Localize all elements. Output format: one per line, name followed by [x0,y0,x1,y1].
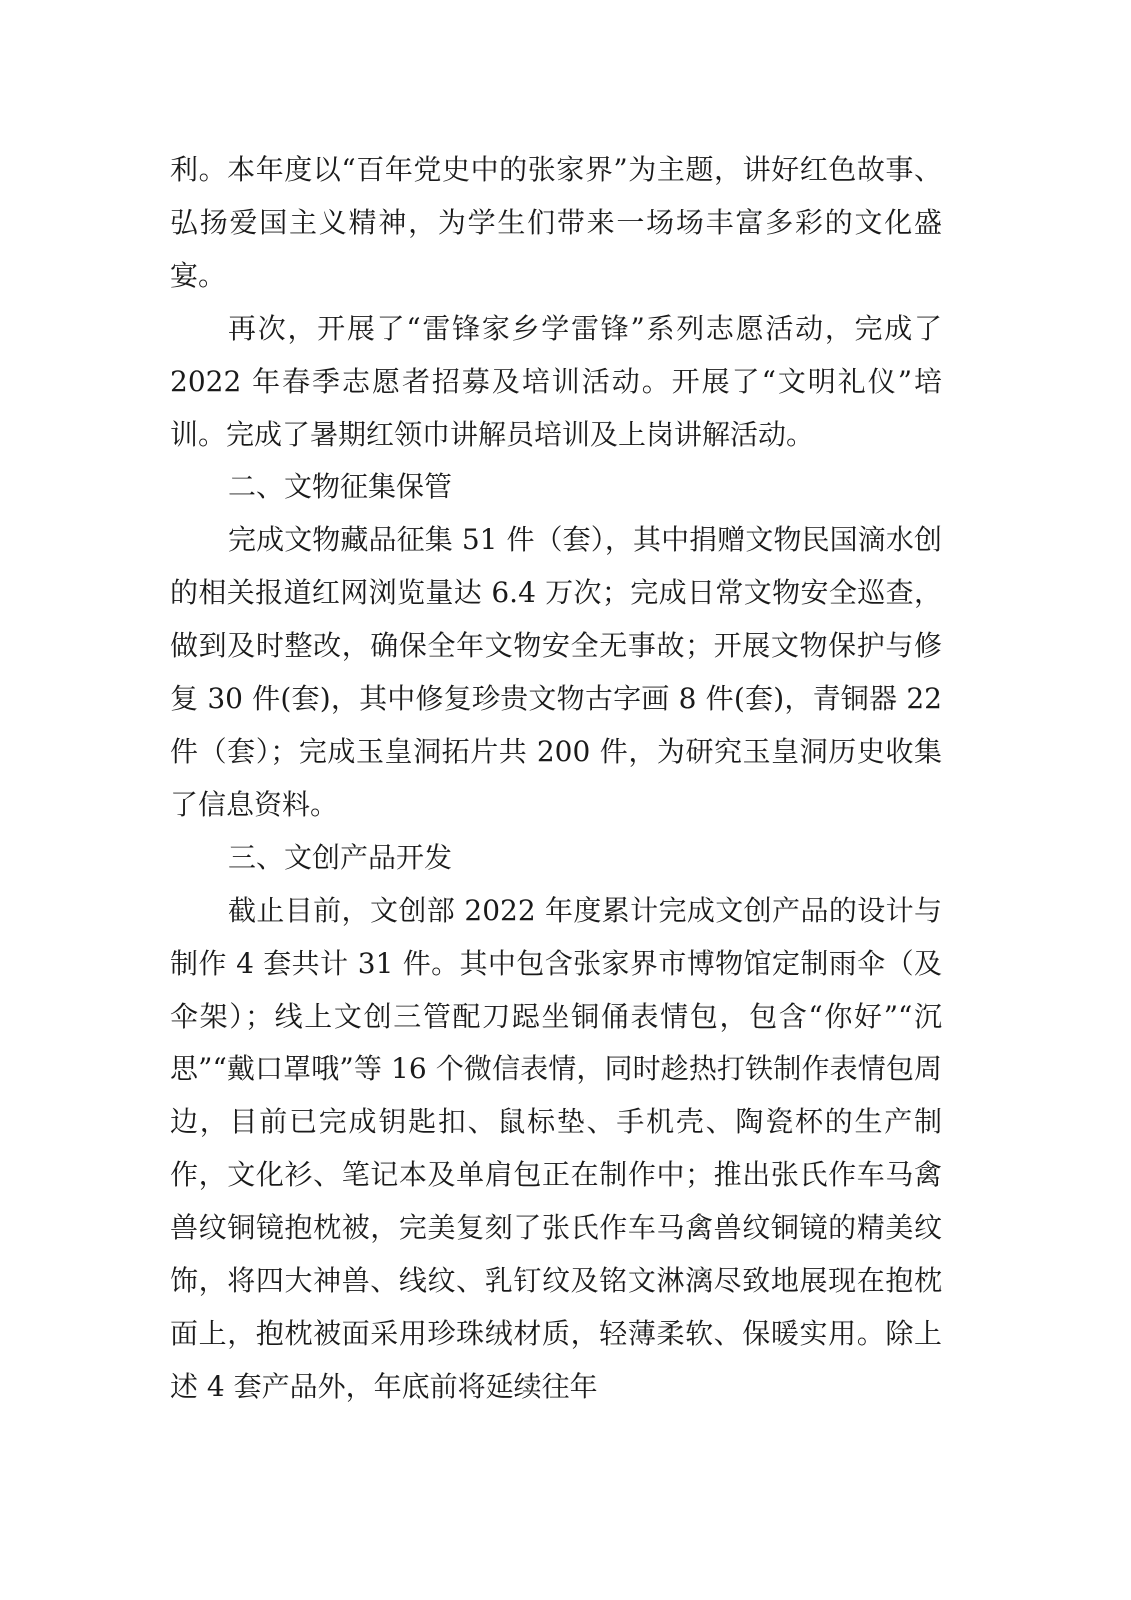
section-heading-cultural-products: 三、文创产品开发 [228,840,453,874]
paragraph-cultural-products: 截止目前，文创部 2022 年度累计完成文创产品的设计与制作 4 套共计 31 件。其中包含张家界市博物馆定制雨伞（及伞架）；线上文创三管配刀跽坐铜俑表情包，包含“你好”“沉思”“戴口罩哦”等 16 个微信表情，同时趁热打铁制作表情包周边，目前已完成钥匙扣、鼠标垫、手机壳、陶瓷杯的生产制作，文化衫、笔记本及单肩包正在制作中；推出张氏作车马禽兽纹铜镜抱枕被，完美复刻了张氏作车马禽兽纹铜镜的精美纹饰，将四大神兽、线纹、乳钉纹及铭文淋漓尽致地展现在抱枕面上，抱枕被面采用珍珠绒材质，轻薄柔软、保暖实用。除上述 4 套产品外，年底前将延续往年 [170,893,942,1403]
paragraph-relics-collection: 完成文物藏品征集 51 件（套），其中捐赠文物民国滴水创的相关报道红网浏览量达 6.4 万次；完成日常文物安全巡查，做到及时整改，确保全年文物安全无事故；开展文物保护与修复 30 件(套)，其中修复珍贵文物古字画 8 件(套)，青铜器 22 件（套）；完成玉皇洞拓片共 200 件，为研究玉皇洞历史收集了信息资料。 [170,523,942,821]
paragraph-education-activities: 利。本年度以“百年党史中的张家界”为主题，讲好红色故事、弘扬爱国主义精神，为学生们带来一场场丰富多彩的文化盛宴。 [170,153,942,292]
section-heading-relics-collection: 二、文物征集保管 [228,470,453,504]
paragraph-volunteer-activities: 再次，开展了“雷锋家乡学雷锋”系列志愿活动，完成了 2022 年春季志愿者招募及培训活动。开展了“文明礼仪”培训。完成了暑期红领巾讲解员培训及上岗讲解活动。 [170,311,942,451]
document-body [170,144,942,1414]
